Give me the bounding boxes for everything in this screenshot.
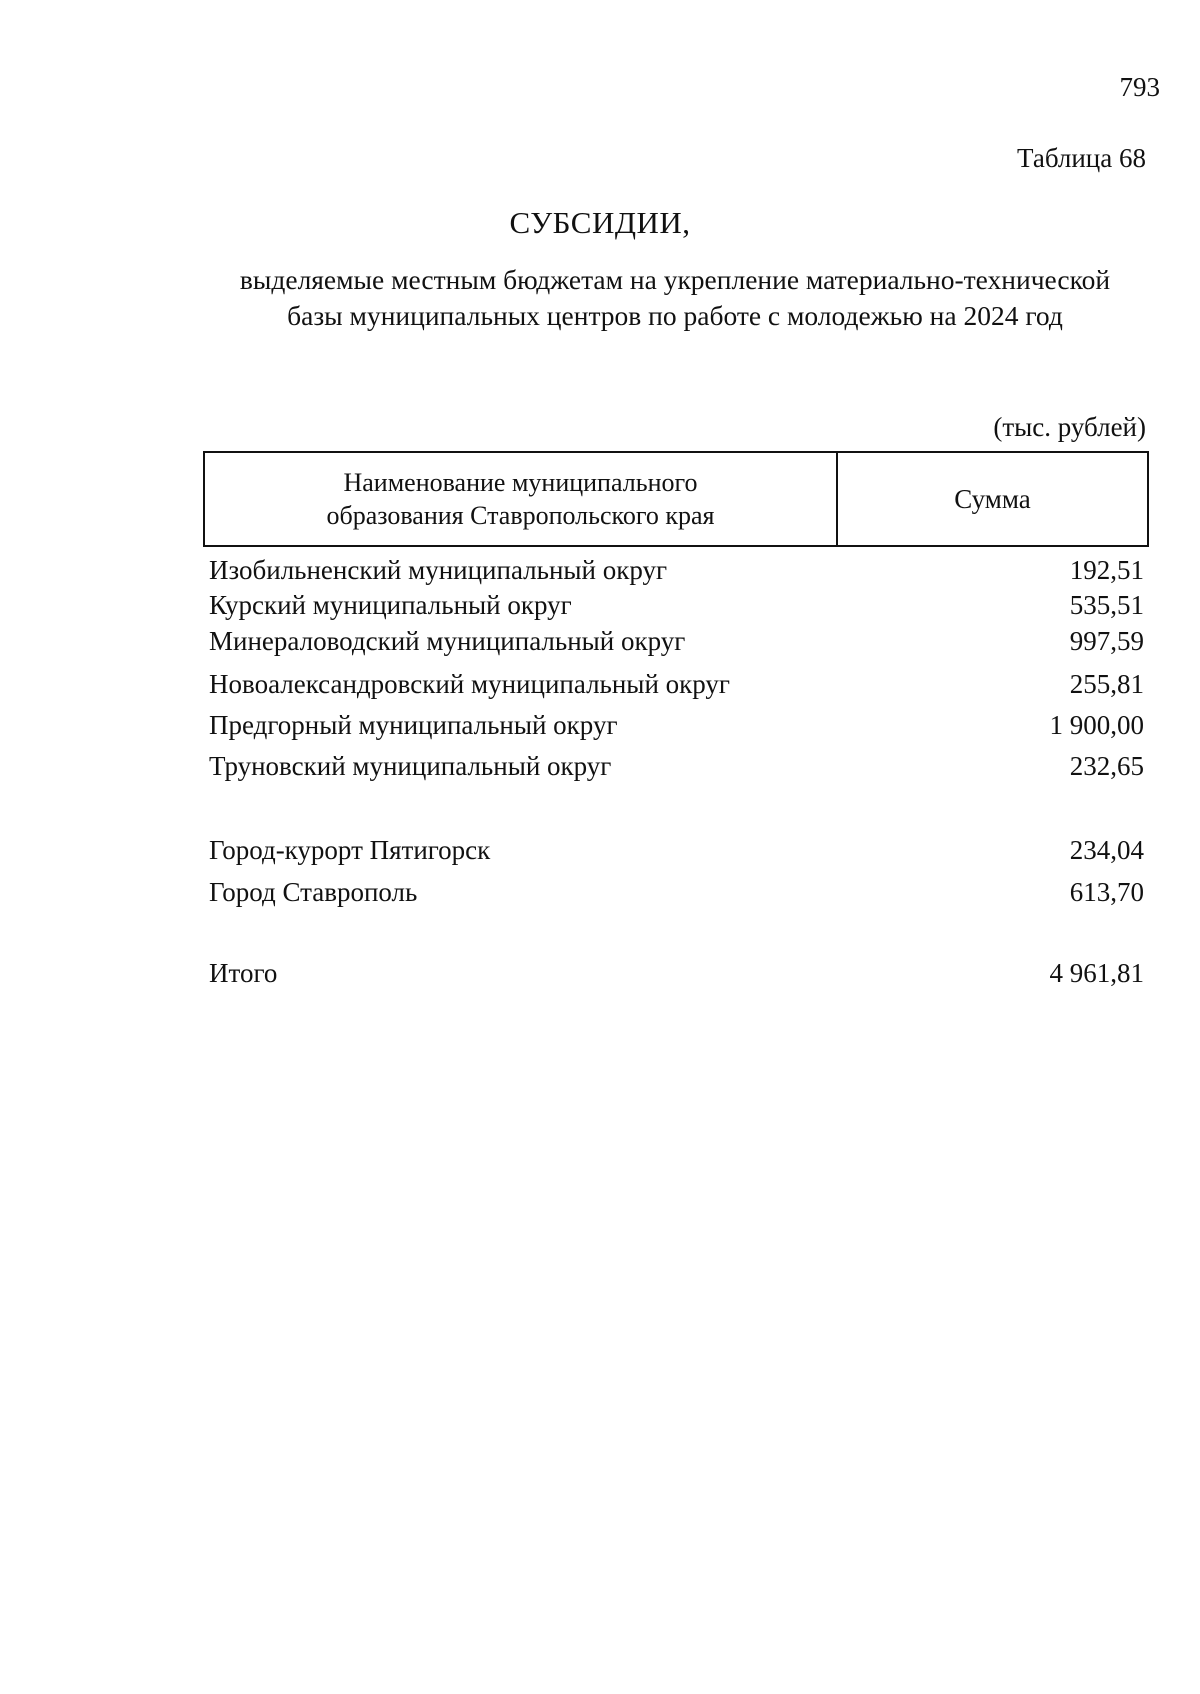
- row-value: 232,65: [1069, 751, 1144, 781]
- row-name: Новоалександровский муниципальный округ: [209, 669, 730, 699]
- row-value: 997,59: [1069, 626, 1144, 656]
- row-name: Изобильненский муниципальный округ: [209, 555, 668, 585]
- table-number: Таблица 68: [1017, 143, 1146, 173]
- row-value: 1 900,00: [1049, 710, 1144, 740]
- document-title: СУБСИДИИ,: [509, 205, 691, 240]
- table-row: [209, 833, 1144, 867]
- header-name-line-2: образования Ставропольского края: [326, 501, 715, 530]
- table-row: [209, 624, 1144, 658]
- page-number: 793: [1119, 72, 1160, 102]
- units-label: (тыс. рублей): [993, 412, 1146, 442]
- table-row: [209, 667, 1144, 701]
- subtitle-line-2: базы муниципальных центров по работе с молодежью на 2024 год: [287, 300, 1063, 331]
- table-row: [209, 749, 1144, 783]
- table-header: [203, 451, 1149, 547]
- table-row: [209, 708, 1144, 742]
- table-row: [209, 875, 1144, 909]
- total-label: Итого: [209, 958, 278, 988]
- total-value: 4 961,81: [1049, 958, 1144, 988]
- row-value: 255,81: [1069, 669, 1144, 699]
- subtitle-line-1: выделяемые местным бюджетам на укрепление материально-технической: [239, 264, 1111, 295]
- row-name: Минераловодский муниципальный округ: [209, 626, 686, 656]
- header-name-cell: [205, 466, 836, 532]
- header-sum-cell: Сумма: [954, 483, 1031, 514]
- row-value: 535,51: [1069, 590, 1144, 620]
- table-row: [209, 553, 1144, 587]
- row-value: 613,70: [1069, 877, 1144, 907]
- row-name: Труновский муниципальный округ: [209, 751, 612, 781]
- row-name: Предгорный муниципальный округ: [209, 710, 618, 740]
- row-name: Город Ставрополь: [209, 877, 418, 907]
- table-row: [209, 588, 1144, 622]
- document-subtitle: [200, 262, 1150, 334]
- row-name: Курский муниципальный округ: [209, 590, 572, 620]
- row-value: 234,04: [1069, 835, 1144, 865]
- total-row: [209, 956, 1144, 990]
- row-value: 192,51: [1069, 555, 1144, 585]
- header-name-line-1: Наименование муниципального: [343, 468, 698, 497]
- row-name: Город-курорт Пятигорск: [209, 835, 491, 865]
